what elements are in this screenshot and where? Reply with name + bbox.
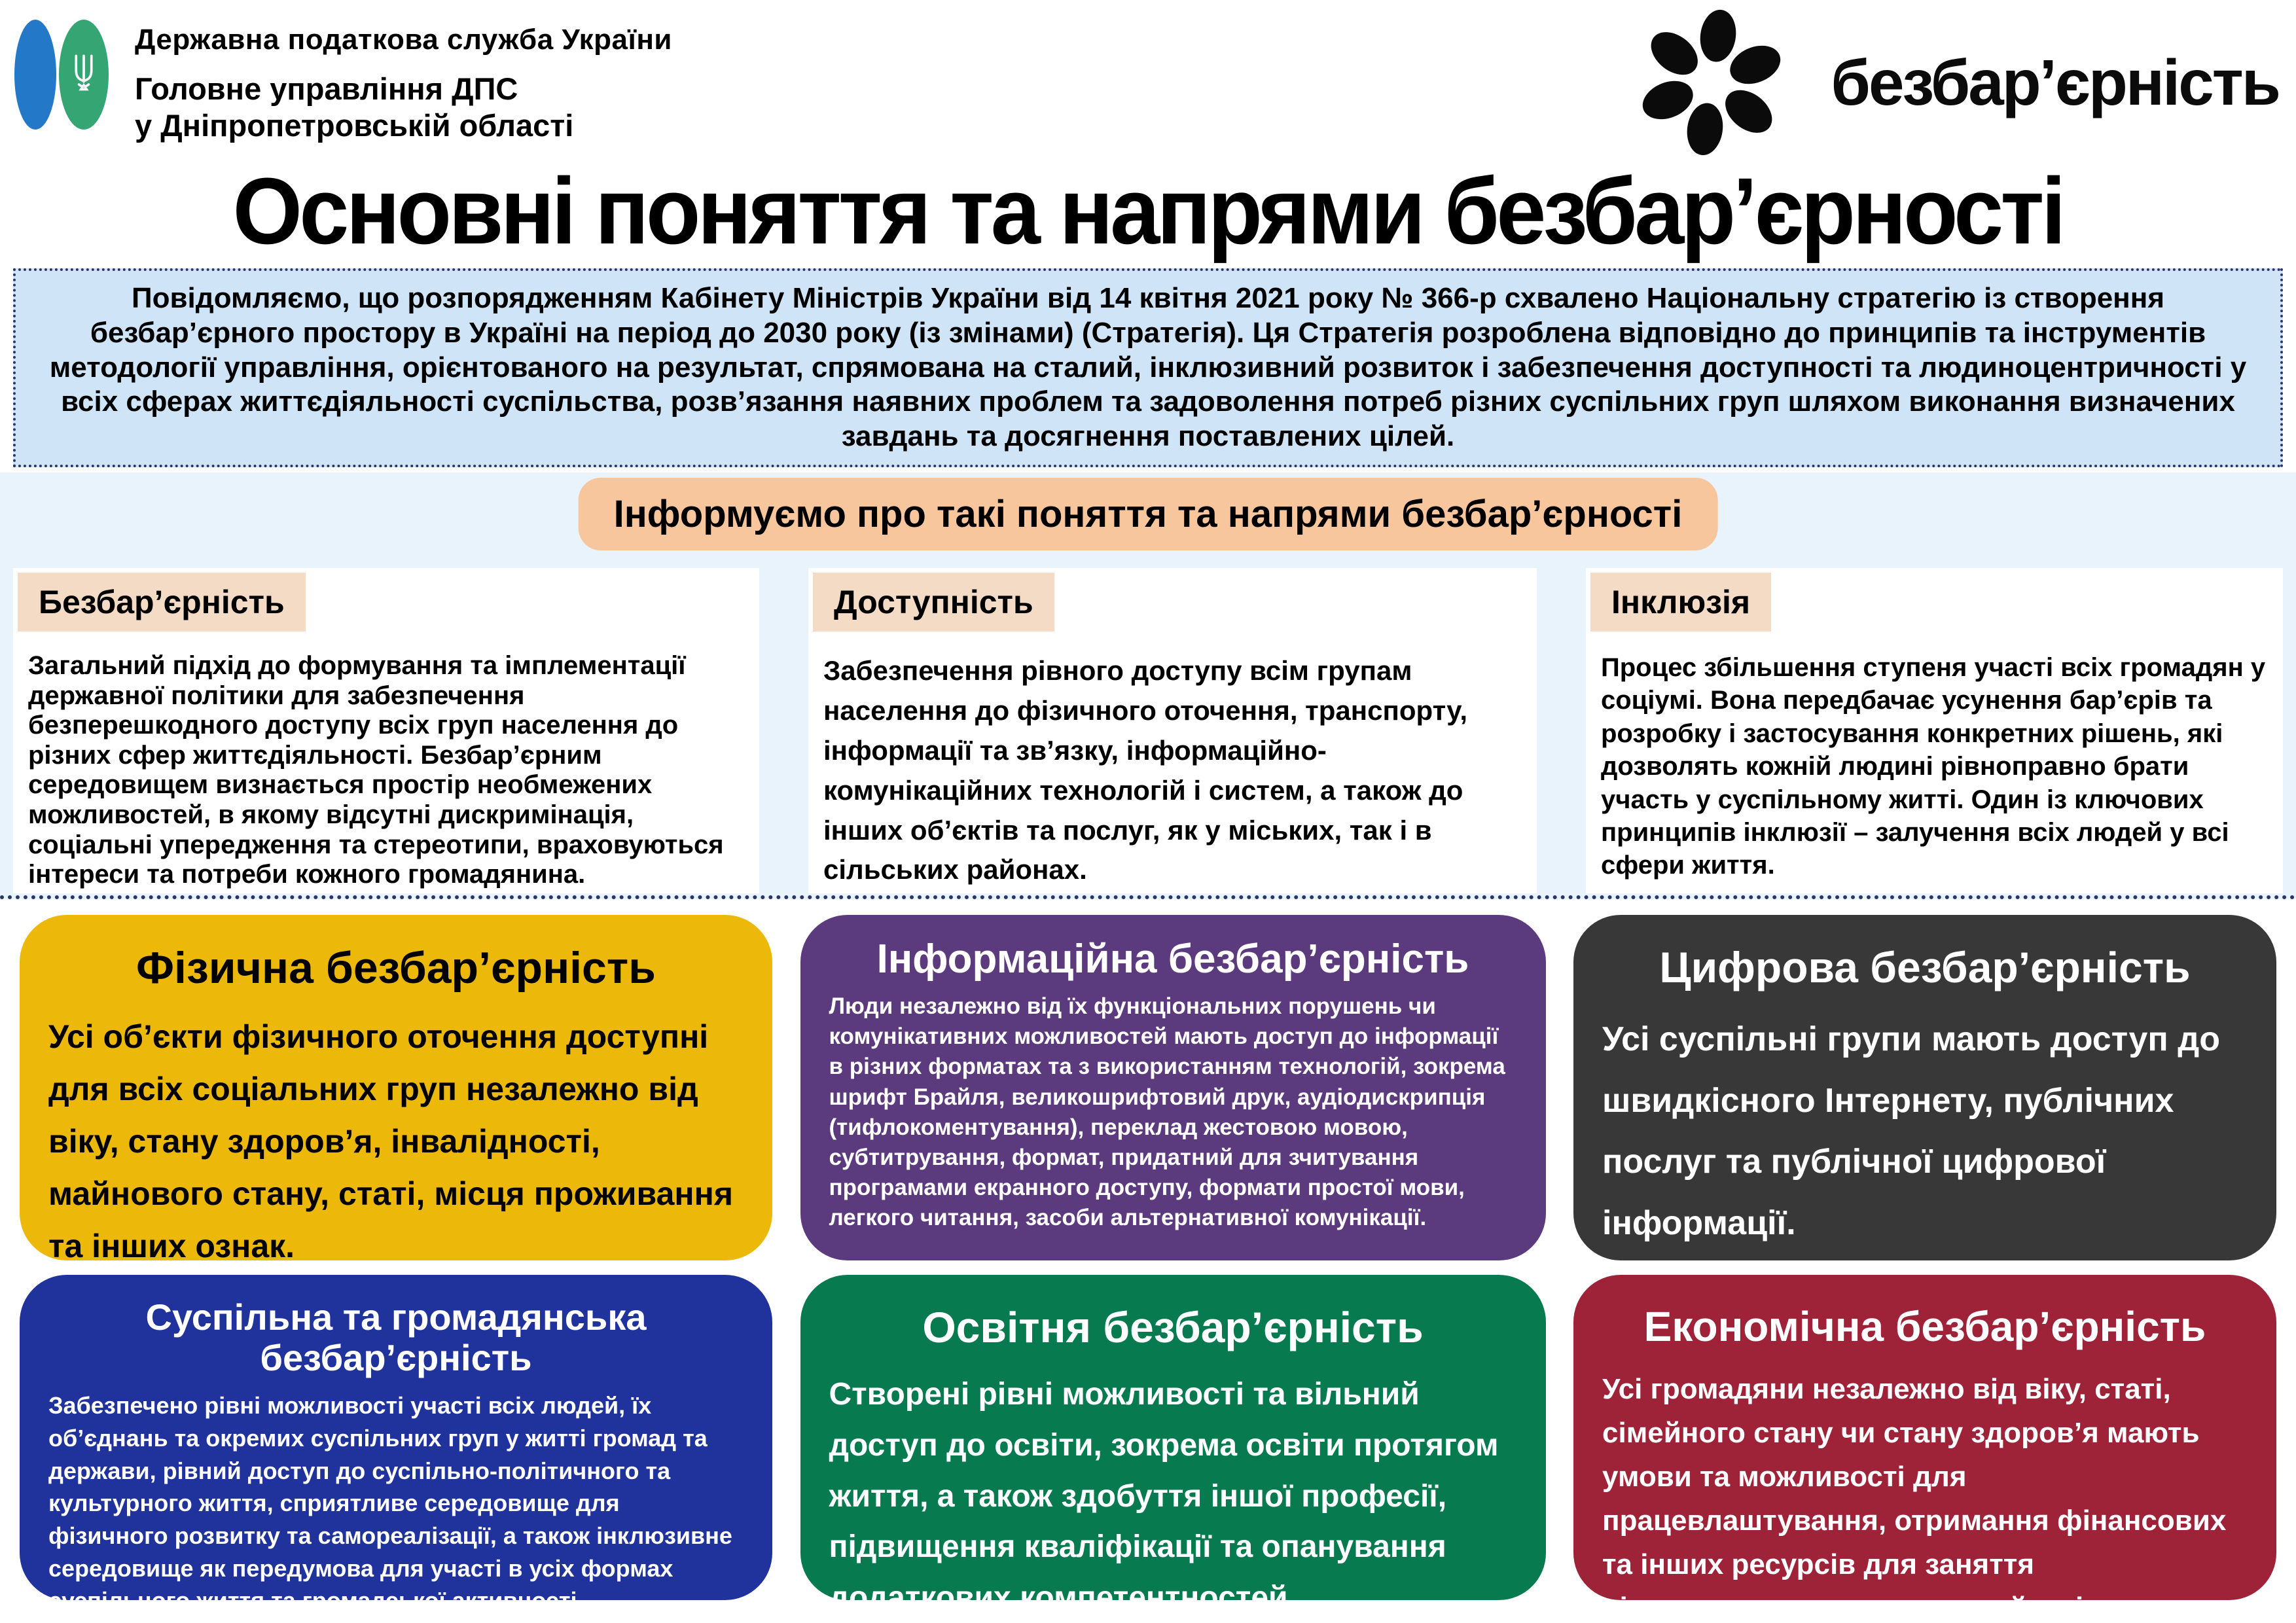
tax-service-logo bbox=[14, 17, 110, 132]
dot-petal bbox=[1697, 7, 1740, 64]
card-physical bbox=[20, 915, 772, 1264]
logo-green-ellipse bbox=[59, 20, 109, 130]
intro-paragraph: Повідомляємо, що розпорядженням Кабінету Міністрів України від 14 квітня 2021 року № 366-р схвалено Національну стратегію із створення безбар’єрного простору в Україні на період до 2030 року (із змінами) (Стратегія). Ця Стратегія розроблена відповідно до принципів та інструментів методології управління, орієнтованого на результат, спрямована на сталий, інклюзивний розвиток і забезпечення доступності та людиноцентричності у всіх сферах життєдіяльності суспільства, розв’язання наявних проблем та задоволення потреб різних суспільних груп шляхом виконання визначених завдань та досягнення поставлених цілей. bbox=[13, 268, 2283, 467]
brand-block bbox=[1633, 9, 2279, 156]
card-text: Усі об’єкти фізичного оточення доступні для всіх соціальних груп незалежно від віку, стану здоров’я, інвалідності, майнового стану, статі, місця проживання та інших ознак. bbox=[48, 1018, 733, 1264]
dot-petal bbox=[1725, 39, 1786, 91]
definition-dostupnist bbox=[808, 568, 1537, 893]
card-title: Інформаційна безбар’єрність bbox=[876, 936, 1469, 982]
definitions-band bbox=[0, 473, 2296, 899]
card-informational bbox=[800, 915, 1546, 1260]
definition-term: Доступність bbox=[813, 573, 1054, 632]
org-name-line3: у Дніпропетровській області bbox=[135, 108, 574, 143]
definition-text: Забезпечення рівного доступу всім групам населення до фізичного оточення, транспорту, інформації та зв’язку, інформаційно-комунікаційних технологій і систем, а також до інших об’єктів та послуг, як у міських, так і в сільських районах. bbox=[823, 655, 1468, 885]
dot-petal bbox=[1684, 101, 1727, 158]
definition-term: Безбар’єрність bbox=[18, 573, 306, 632]
card-social-civic bbox=[20, 1275, 772, 1614]
definition-term: Інклюзія bbox=[1590, 573, 1771, 632]
dot-petal bbox=[1717, 81, 1780, 141]
card-title: Освітня безбар’єрність bbox=[922, 1303, 1424, 1351]
card-title: Цифрова безбар’єрність bbox=[1659, 943, 2191, 991]
definition-text: Процес збільшення ступеня участі всіх громадян у соціумі. Вона передбачає усунення бар’єрів та розробку і застосування конкретних рішень, які дозволять кожній людині рівноправно брати участь у суспільному житті. Один із ключових принципів інклюзії – залучення всіх людей у всі сфери життя. bbox=[1601, 653, 2266, 880]
org-name-line1: Державна податкова служба України bbox=[135, 24, 672, 56]
card-text: Створені рівні можливості та вільний доступ до освіти, зокрема освіти протягом життя, а також здобуття іншої професії, підвищення кваліфікації та опанування додаткових компетентностей. bbox=[829, 1377, 1499, 1615]
card-text: Забезпечено рівні можливості участі всіх людей, їх об’єднань та окремих суспільних груп у житті громад та держави, рівний доступ до суспільно-політичного та культурного життя, сприятливе середовище для фізичного розвитку та самореалізації, а також інклюзивне середовище як передумова для участі в усіх формах суспільного життя та громадської активності. bbox=[48, 1392, 732, 1614]
brand-wordmark: безбар’єрність bbox=[1831, 46, 2279, 118]
definition-inkluziya bbox=[1586, 568, 2283, 893]
definitions-columns bbox=[13, 568, 2283, 890]
card-economic bbox=[1573, 1275, 2276, 1623]
logo-blue-ellipse bbox=[14, 20, 56, 130]
definition-bezbariernist bbox=[13, 568, 759, 893]
direction-cards-grid bbox=[20, 915, 2276, 1623]
page-title bbox=[0, 157, 2296, 266]
card-educational bbox=[800, 1275, 1546, 1615]
card-text: Усі громадяни незалежно від віку, статі, сімейного стану чи стану здоров’я мають умови та можливості для працевлаштування, отримання фінансових та інших ресурсів для заняття підприємництвом чи самозайнятістю. bbox=[1602, 1373, 2227, 1623]
header-org-block bbox=[14, 17, 672, 145]
dotted-separator bbox=[0, 895, 2296, 899]
page-title-text: Основні поняття та напрями безбар’єрності bbox=[232, 158, 2064, 264]
org-name-line2: Головне управління ДПС bbox=[135, 71, 518, 106]
card-title: Фізична безбар’єрність bbox=[136, 943, 656, 993]
section-banner: Інформуємо про такі поняття та напрями безбар’єрності bbox=[579, 478, 1718, 550]
card-title: Суспільна та громадянська безбар’єрність bbox=[145, 1296, 647, 1378]
card-digital bbox=[1573, 915, 2276, 1260]
card-text: Люди незалежно від їх функціональних порушень чи комунікативних можливостей мають доступ до інформації в різних форматах та з використанням технологій, зокрема шрифт Брайля, великошрифтовий друк, аудіодискрипція (тифлокоментування), переклад жестовою мовою, субтитрування, формат, придатний для зчитування програмами екранного доступу, формати простої мови, легкого читання, засоби альтернативної комунікації. bbox=[829, 993, 1505, 1231]
definition-text: Загальний підхід до формування та імплементації державної політики для забезпечення безперешкодного доступу всіх груп населення до різних сфер життєдіяльності. Безбар’єрним середовищем визнається простір необмежених можливостей, в якому відсутні дискримінація, соціальні упередження та стереотипи, враховуються інтереси та потреби кожного громадянина. bbox=[28, 651, 724, 889]
card-text: Усі суспільні групи мають доступ до швидкісного Інтернету, публічних послуг та публічної цифрової інформації. bbox=[1602, 1020, 2220, 1242]
org-text bbox=[135, 17, 672, 145]
card-title: Економічна безбар’єрність bbox=[1643, 1303, 2206, 1350]
dot-petal bbox=[1643, 24, 1706, 84]
dots-flower-icon bbox=[1633, 9, 1790, 156]
trident-icon bbox=[69, 52, 98, 98]
